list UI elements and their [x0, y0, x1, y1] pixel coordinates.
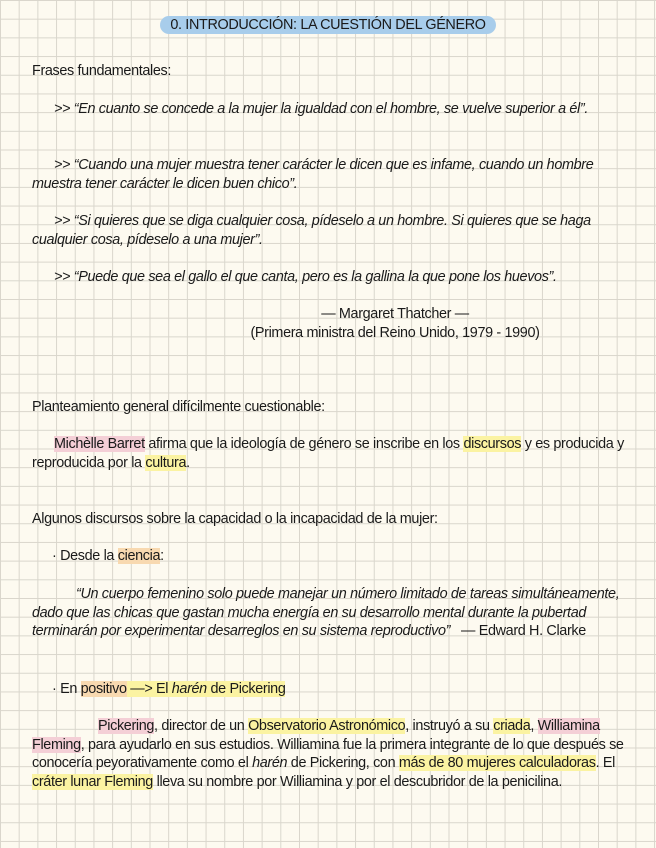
barret-text-c: . [186, 454, 190, 471]
quote-4: >> “Puede que sea el gallo el que canta, pero es la gallina la que pone los huevos”. [54, 269, 557, 285]
quote-2: >> “Cuando una mujer muestra tener carácter le dicen que es infame, cuando un hombre muestra tener carácter le dicen buen chico”. [32, 157, 594, 192]
ciencia-prefix: · Desde la [52, 548, 118, 564]
positivo-arrow: —> El [126, 681, 172, 697]
haren-heading [127, 681, 286, 697]
barret-name: Michèlle Barret [54, 436, 145, 452]
ciencia-line [52, 547, 656, 566]
haren-word-2: harén [252, 755, 288, 772]
section3-heading: Algunos discursos sobre la capacidad o la incapacidad de la mujer: [32, 511, 438, 527]
title-container [0, 16, 656, 34]
pickering-t3: , [530, 718, 535, 734]
positivo-suffix: de Pickering [206, 681, 286, 697]
positivo-prefix: · En [52, 681, 81, 697]
clarke-quote: “Un cuerpo femenino solo puede manejar un número limitado de tareas simultáneamente, dado que las chicas que gastan mucha energía en su desarrollo mental durante la pubertad terminarán por experimentar desarreglos en su sistema reproductivo” [32, 586, 620, 640]
pickering-paragraph [32, 717, 638, 792]
quote-3: >> “Si quieres que se diga cualquier cosa, pídeselo a un hombre. Si quieres que se haga cualquier cosa, pídeselo a una mujer”. [32, 213, 591, 248]
page-title: 0. INTRODUCCIÓN: LA CUESTIÓN DEL GÉNERO [160, 16, 495, 34]
calculadoras-highlight: más de 80 mujeres calculadoras [398, 755, 596, 772]
pickering-t5: de Pickering, con [287, 755, 399, 772]
clarke-author: — Edward H. Clarke [461, 623, 586, 640]
crater-highlight: cráter lunar Fleming [32, 774, 153, 791]
barret-text-b: y es producida y reproducida por la [32, 436, 624, 471]
pickering-t1: , director de un [154, 718, 249, 734]
criada-highlight: criada [493, 718, 531, 734]
haren-word: harén [171, 681, 207, 697]
barret-paragraph [32, 435, 638, 472]
positivo-line [52, 680, 656, 699]
ciencia-highlight: ciencia [117, 548, 161, 564]
observatorio-highlight: Observatorio Astronómico [248, 718, 406, 734]
williamina-name: Williamina Fleming [32, 718, 600, 753]
quote-1: >> “En cuanto se concede a la mujer la igualdad con el hombre, se vuelve superior a él”. [54, 101, 588, 117]
discursos-highlight: discursos [463, 436, 522, 452]
pickering-name: Pickering [98, 718, 155, 734]
ciencia-suffix: : [160, 548, 164, 564]
pickering-t2: , instruyó a su [405, 718, 494, 734]
pickering-t7: lleva su nombre por Williamina y por el descubridor de la penicilina. [152, 774, 562, 791]
clarke-paragraph [32, 585, 638, 641]
attribution-role: (Primera ministra del Reino Unido, 1979 - 1990) [250, 325, 540, 341]
section2-heading: Planteamiento general difícilmente cuestionable: [32, 399, 325, 415]
pickering-t4: , para ayudarlo en sus estudios. Williamina fue la primera integrante de lo que después se conocería peyorativamente como el [32, 736, 624, 772]
pickering-t6: . El [595, 755, 615, 772]
attribution-name: — Margaret Thatcher — [321, 306, 469, 322]
barret-text-a: afirma que la ideología de género se inscribe en los [144, 436, 464, 452]
cultura-highlight: cultura [145, 454, 187, 471]
positivo-highlight: positivo [80, 681, 127, 697]
section1-heading: Frases fundamentales: [32, 63, 172, 79]
